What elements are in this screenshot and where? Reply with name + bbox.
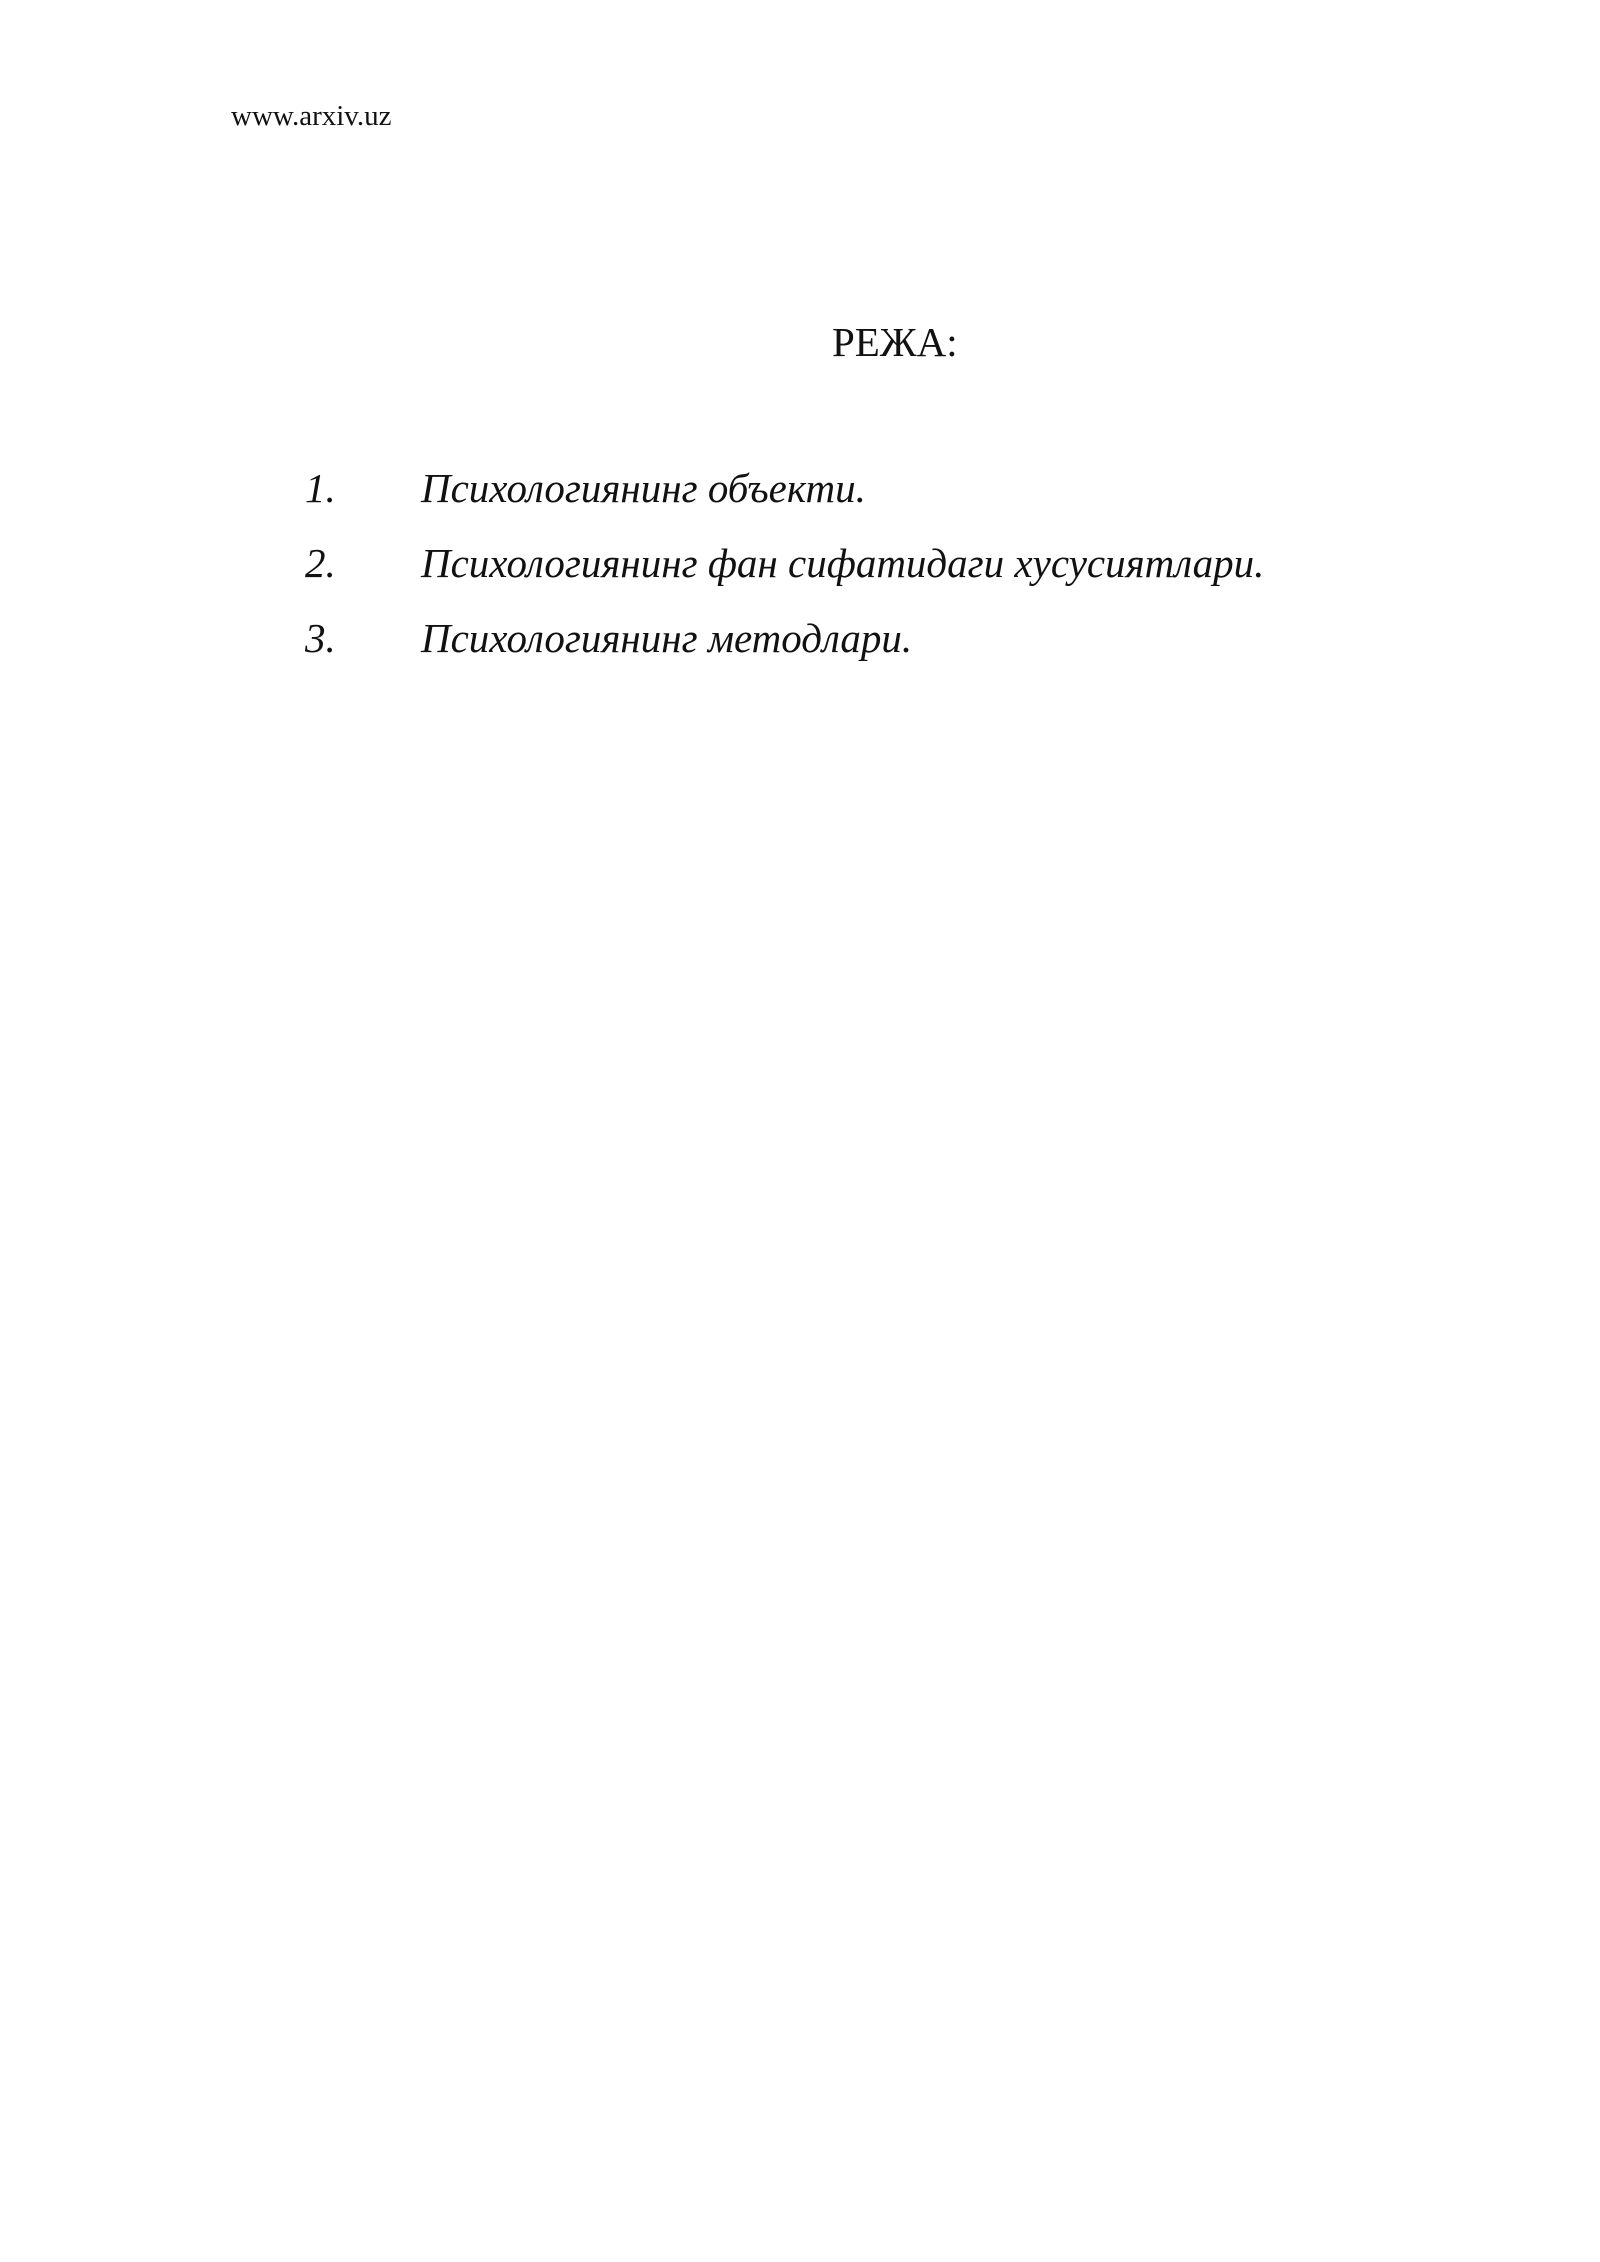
plan-title: РЕЖА: <box>832 319 958 365</box>
plan-item-number: 1. <box>305 465 336 511</box>
plan-item-number: 2. <box>305 540 336 586</box>
plan-item-number: 3. <box>305 615 336 661</box>
plan-item-text: Психологиянинг методлари. <box>421 615 913 661</box>
plan-list-item <box>305 462 1405 537</box>
plan-item-text: Психологиянинг фан сифатидаги хусусиятлари. <box>421 540 1265 586</box>
plan-list-item <box>305 612 1405 687</box>
plan-list-item <box>305 537 1405 612</box>
plan-item-text: Психологиянинг объекти. <box>421 465 866 511</box>
plan-list <box>305 462 1405 687</box>
header-url: www.arxiv.uz <box>231 100 392 132</box>
